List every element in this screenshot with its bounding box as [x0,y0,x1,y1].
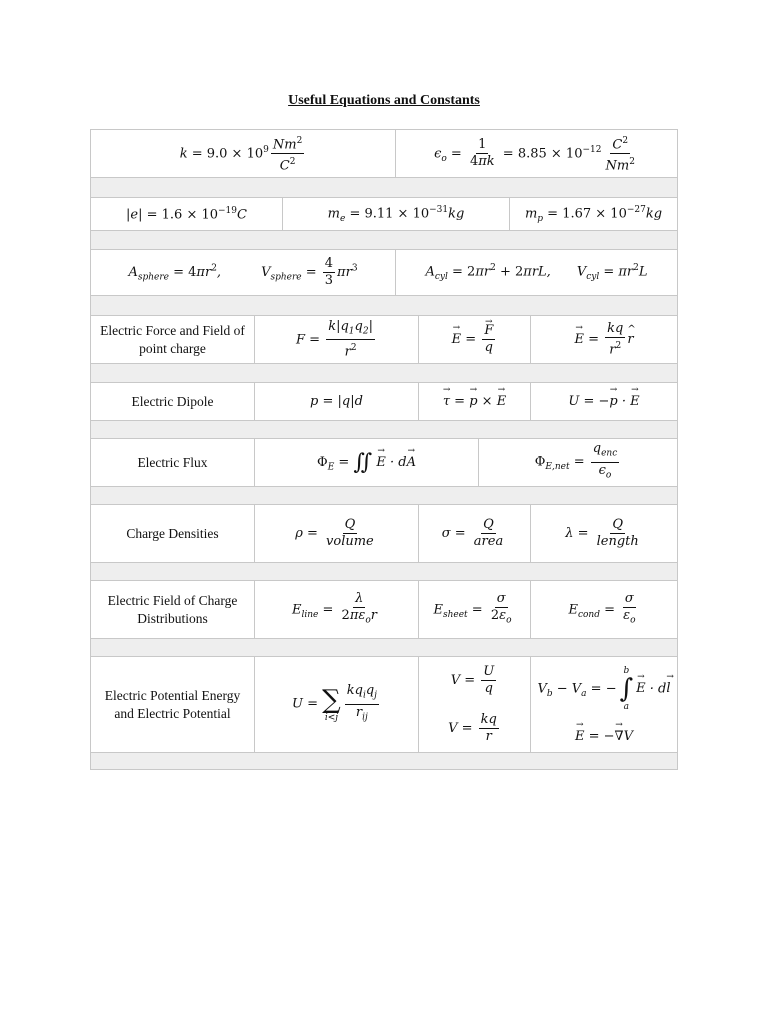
field-distributions-label: Electric Field of Charge Distributions [91,581,255,638]
elementary-charge: $|e| = 1.6 \times 10^{-19}C$ [91,198,283,230]
electric-flux-row [91,439,677,487]
electron-mass: $m_e = 9.11 \times 10^{-31}kg$ [283,198,510,230]
charge-densities-label: Charge Densities [91,505,255,562]
row-separator [91,753,677,769]
dipole-torque: → τ = → p × → E [419,383,531,420]
electric-flux-label: Electric Flux [91,439,255,486]
proton-mass: $m_p = 1.67 \times 10^{-27}kg$ [524,204,663,224]
surface-density: σ = $\frac{Q}{\text{area}}$ [419,505,531,562]
coulomb-constant: $k = 9.0 \times 10^9$ $\frac{Nm^2}{C^2}$ [91,130,396,177]
line-charge-field: $E_{line}$ = $\frac{\lambda}{2\pi\varepsilon_or}$ [255,581,419,638]
electric-force-row [91,316,677,364]
sheet-charge-field: $E_{sheet}$ = $\frac{\sigma}{2\varepsilon_o}$ [419,581,531,638]
electric-potential-row [91,657,677,753]
charge-densities-row [91,505,677,563]
cylinder-formulas: $A_{cyl} = 2\pi r^2 + 2\pi rL$, $V_{cyl} = \pi r^2L$ [425,263,648,282]
permittivity-constant: $\epsilon_o$ = $\frac{1}{4\pi k}$ = $8.85 \times 10^{-12}$ $\frac{C^2}{Nm^2}$ [434,135,635,174]
field-from-force: → E = → $\frac{F}{q}$ [419,316,531,363]
geometry-row [91,250,677,296]
electric-force-label: Electric Force and Field of point charge [91,316,255,363]
coulomb-law: F = $\frac{k|q_1q_2|}{r^2}$ [255,316,419,363]
row-separator [91,563,677,581]
sphere-formulas: $A_{sphere} = 4\pi r^2$, $V_{sphere}$ = $\frac{4}{3}$ $\pi r^3$ [91,250,396,295]
page-title: Useful Equations and Constants [288,93,480,108]
dipole-energy: U = −→ p · → E [531,383,677,420]
volume-density: ρ = $\frac{Q}{\text{volume}}$ [255,505,419,562]
potential-energy-sum: U = ∑ i<j $\frac{kq_iq_j}{r_{ij}}$ [255,657,419,752]
dipole-moment: p = |q|d [255,383,419,420]
flux-integral: $\Phi_E$ = ∬ → E · d→ A [255,439,479,486]
constants-row-2 [91,198,677,231]
point-charge-field: → E = $\frac{kq}{r^2}$ ^ r [531,316,677,363]
field-distributions-row [91,581,677,639]
row-separator [91,364,677,383]
electric-potential-label: Electric Potential Energy and Electric Potential [91,657,255,752]
equation-table [90,129,678,770]
conductor-field: $E_{cond}$ = $\frac{\sigma}{\varepsilon_o}$ [568,590,636,626]
row-separator [91,487,677,505]
row-separator [91,296,677,316]
gauss-law: $\Phi_{E,net}$ = $\frac{q_{enc}}{\epsilon_o}$ [534,441,618,481]
row-separator [91,421,677,439]
linear-density: λ = $\frac{Q}{\text{length}}$ [565,517,639,549]
point-potential: V = $\frac{U}{q}$ V = $\frac{kq}{r}$ [419,657,531,752]
row-separator [91,231,677,250]
row-separator [91,639,677,657]
electric-dipole-row [91,383,677,421]
potential-difference: $V_b - V_a$ = − b ∫ a → E · d→ l → E = −→ ∇V [531,657,677,752]
electric-dipole-label: Electric Dipole [91,383,255,420]
constants-row-1 [91,130,677,178]
row-separator [91,178,677,198]
